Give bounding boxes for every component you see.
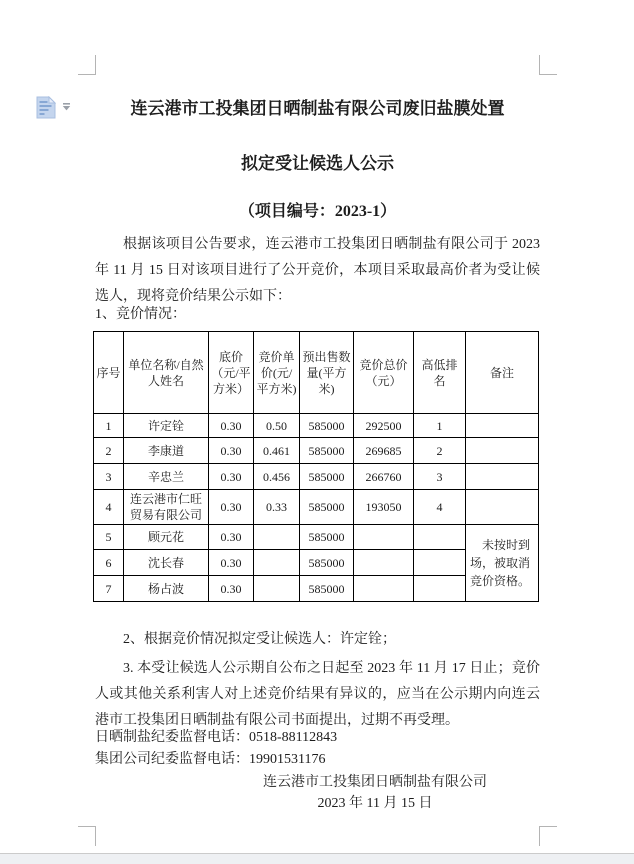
supervision-phones: [95, 727, 540, 771]
cell-ranking: 3: [414, 464, 466, 490]
cell-remarks: [466, 490, 539, 525]
cell-base-price: 0.30: [209, 414, 254, 438]
cell-serial: 3: [94, 464, 124, 490]
header-base-price: 底价（元/平方米）: [209, 332, 254, 414]
cell-serial: 4: [94, 490, 124, 525]
cell-name: 杨占波: [124, 576, 209, 602]
cell-bid-unit-price: 0.461: [254, 438, 300, 464]
cell-bid-unit-price: 0.33: [254, 490, 300, 525]
header-bid-unit-price: 竞价单价(元/平方米): [254, 332, 300, 414]
header-name: 单位名称/自然人姓名: [124, 332, 209, 414]
cell-bid-unit-price: [254, 550, 300, 576]
header-total-price: 竞价总价（元）: [354, 332, 414, 414]
intro-paragraph: 根据该项目公告要求，连云港市工投集团日晒制盐有限公司于 2023 年 11 月 15 日对该项目进行了公开竞价，本项目采取最高价者为受让候选人，现将竞价结果公示如下：: [95, 237, 540, 304]
table-row: [94, 525, 539, 550]
cell-name: 沈长春: [124, 550, 209, 576]
cell-serial: 6: [94, 550, 124, 576]
paragraph-2: 2、根据竞价情况拟定受让候选人：许定铨；: [123, 632, 396, 647]
cell-name: 李康道: [124, 438, 209, 464]
cell-quantity: 585000: [300, 550, 354, 576]
table-row: [94, 438, 539, 464]
chevron-down-icon[interactable]: [62, 103, 71, 111]
cell-total-price: [354, 550, 414, 576]
cell-name: 许定铨: [124, 414, 209, 438]
cell-bid-unit-price: [254, 576, 300, 602]
doc-title-line2: 拟定受让候选人公示: [241, 154, 394, 173]
table-row: [94, 464, 539, 490]
margin-mark-bottom-left: [78, 826, 96, 846]
cell-total-price: [354, 576, 414, 602]
cell-total-price: 269685: [354, 438, 414, 464]
header-remarks: 备注: [466, 332, 539, 414]
doc-title-line1: 连云港市工投集团日晒制盐有限公司废旧盐膜处置: [130, 99, 505, 118]
header-quantity: 预出售数量(平方米): [300, 332, 354, 414]
cell-name: 辛忠兰: [124, 464, 209, 490]
cell-base-price: 0.30: [209, 525, 254, 550]
cell-ranking: 1: [414, 414, 466, 438]
cell-remarks: [466, 414, 539, 438]
signature-company: 连云港市工投集团日晒制盐有限公司: [263, 775, 487, 790]
cell-quantity: 585000: [300, 525, 354, 550]
cell-ranking: 4: [414, 490, 466, 525]
cell-total-price: 292500: [354, 414, 414, 438]
cell-base-price: 0.30: [209, 550, 254, 576]
cell-ranking: 2: [414, 438, 466, 464]
cell-remarks-merged: 未按时到场，被取消竞价资格。: [466, 525, 539, 602]
cell-quantity: 585000: [300, 576, 354, 602]
cell-total-price: 193050: [354, 490, 414, 525]
margin-mark-top-left: [78, 55, 96, 75]
cell-remarks: [466, 438, 539, 464]
cell-bid-unit-price: 0.50: [254, 414, 300, 438]
clipboard-paste-icon: [36, 96, 56, 119]
paste-options-button[interactable]: [36, 96, 71, 119]
cell-ranking: [414, 550, 466, 576]
cell-ranking: [414, 525, 466, 550]
cell-name: 连云港市仁旺贸易有限公司: [124, 490, 209, 525]
cell-total-price: 266760: [354, 464, 414, 490]
cell-bid-unit-price: 0.456: [254, 464, 300, 490]
header-serial: 序号: [94, 332, 124, 414]
canvas-background-strip: [0, 854, 634, 864]
cell-quantity: 585000: [300, 490, 354, 525]
cell-serial: 1: [94, 414, 124, 438]
signature-block: [95, 772, 540, 814]
signature-date: 2023 年 11 月 15 日: [317, 796, 433, 811]
margin-mark-bottom-right: [539, 826, 557, 846]
cell-total-price: [354, 525, 414, 550]
cell-base-price: 0.30: [209, 464, 254, 490]
phone-line-2: 集团公司纪委监督电话：19901531176: [95, 752, 326, 767]
paragraph-3: 3. 本受让候选人公示期自公布之日起至 2023 年 11 月 17 日止；竞价人或其他关系利害人对上述竞价结果有异议的，应当在公示期内向连云港市工投集团日晒制盐有限公司书面提出，过期不再受理。: [95, 661, 540, 728]
cell-quantity: 585000: [300, 414, 354, 438]
header-ranking: 高低排名: [414, 332, 466, 414]
table-row: [94, 490, 539, 525]
cell-remarks: [466, 464, 539, 490]
cell-serial: 7: [94, 576, 124, 602]
bid-results-table: [93, 331, 539, 602]
cell-serial: 5: [94, 525, 124, 550]
cell-quantity: 585000: [300, 438, 354, 464]
project-number: （项目编号：2023-1）: [238, 203, 397, 220]
section-1-heading: 1、竞价情况：: [95, 307, 186, 322]
cell-bid-unit-price: [254, 525, 300, 550]
cell-ranking: [414, 576, 466, 602]
cell-quantity: 585000: [300, 464, 354, 490]
cell-name: 顾元花: [124, 525, 209, 550]
cell-base-price: 0.30: [209, 490, 254, 525]
phone-line-1: 日晒制盐纪委监督电话：0518-88112843: [95, 730, 338, 745]
margin-mark-top-right: [539, 55, 557, 75]
cell-base-price: 0.30: [209, 576, 254, 602]
table-header-row: [94, 332, 539, 414]
cell-base-price: 0.30: [209, 438, 254, 464]
cell-serial: 2: [94, 438, 124, 464]
table-row: [94, 414, 539, 438]
